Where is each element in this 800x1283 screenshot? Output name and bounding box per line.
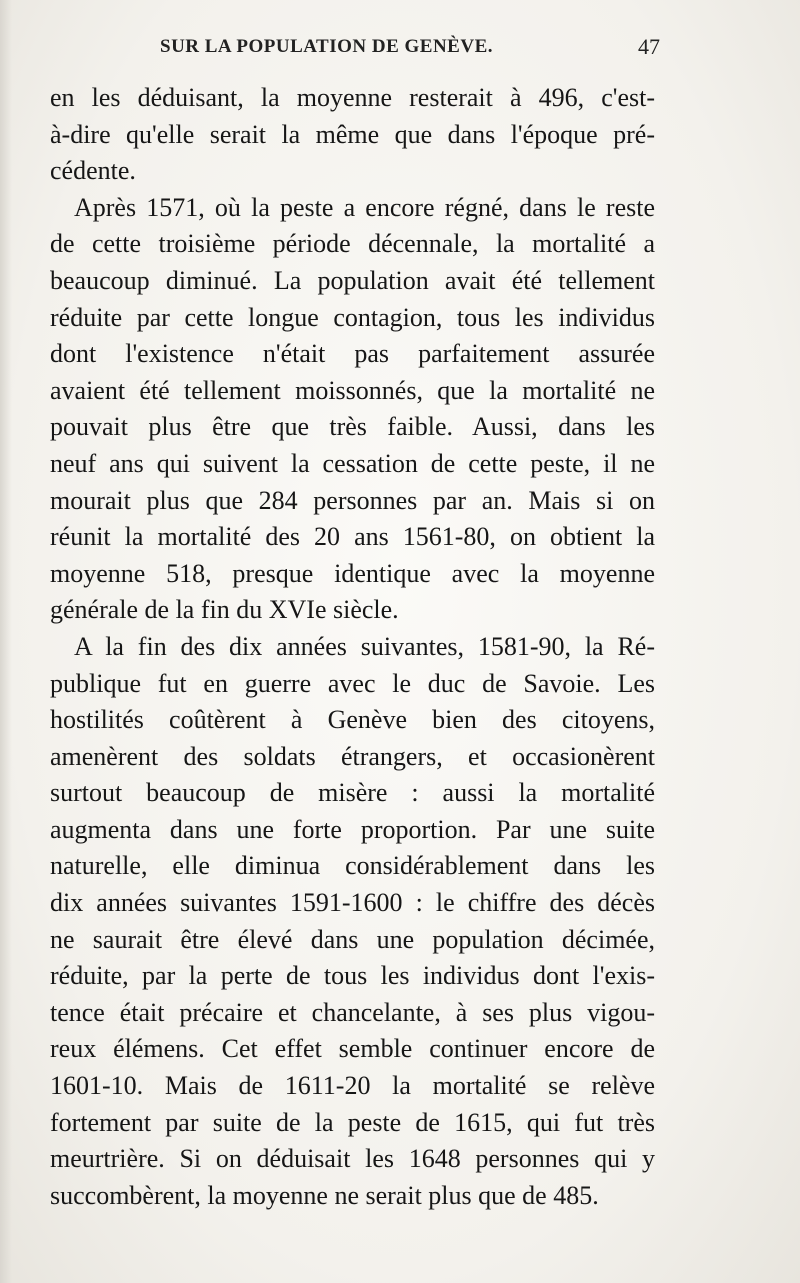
text-line: succombèrent, la moyenne ne serait plus que de 485. [50,1180,599,1210]
text-line: de cette troisième période décennale, la mortalité a [50,229,655,259]
text-line: moyenne 518, presque identique avec la moyenne [50,558,655,588]
text-line: surtout beaucoup de misère : aussi la mortalité [50,778,655,808]
text-line: Après 1571, où la peste a encore régné, dans le reste [74,192,655,222]
text-line: A la fin des dix années suivantes, 1581-90, la Ré- [74,631,655,661]
paragraph-1 [50,80,655,190]
text-line: réduite par cette longue contagion, tous les individus [50,302,655,332]
text-line: reux élémens. Cet effet semble continuer encore de [50,1034,655,1064]
text-line: fortement par suite de la peste de 1615, qui fut très [50,1107,655,1137]
text-line: publique fut en guerre avec le duc de Savoie. Les [50,668,655,698]
text-line: pouvait plus être que très faible. Aussi, dans les [50,412,655,442]
text-line: tence était précaire et chancelante, à ses plus vigou- [50,997,655,1027]
running-title: SUR LA POPULATION DE GENÈVE. [160,36,494,57]
text-line: à-dire qu'elle serait la même que dans l'époque pré- [50,119,655,149]
text-line: en les déduisant, la moyenne resterait à 496, c'est- [50,83,655,112]
text-line: dix années suivantes 1591-1600 : le chiffre des décès [50,888,655,918]
page-number: 47 [638,34,660,59]
text-line: neuf ans qui suivent la cessation de cette peste, il ne [50,448,655,478]
text-line: avaient été tellement moissonnés, que la mortalité ne [50,375,655,405]
text-line: amenèrent des soldats étrangers, et occasionèrent [50,741,655,771]
page-header [160,36,660,72]
text-line: beaucoup diminué. La population avait été tellement [50,265,655,295]
text-line: dont l'existence n'était pas parfaitement assurée [50,339,655,369]
text-line: réunit la mortalité des 20 ans 1561-80, on obtient la [50,522,655,552]
paragraph-2 [50,190,655,629]
text-line: meurtrière. Si on déduisait les 1648 personnes qui y [50,1144,655,1174]
text-line: naturelle, elle diminua considérablement dans les [50,851,655,881]
page-fold-shadow [0,0,12,1283]
text-line: réduite, par la perte de tous les individus dont l'exis- [50,961,655,991]
text-line: générale de la fin du XVIe siècle. [50,595,399,625]
body-text [50,80,655,1214]
text-line: 1601-10. Mais de 1611-20 la mortalité se relève [50,1071,655,1101]
paragraph-3 [50,629,655,1215]
text-line: ne saurait être élevé dans une population décimée, [50,924,655,954]
text-line: cédente. [50,156,136,186]
text-line: hostilités coûtèrent à Genève bien des citoyens, [50,705,655,735]
text-line: augmenta dans une forte proportion. Par une suite [50,814,655,844]
text-line: mourait plus que 284 personnes par an. Mais si on [50,485,655,515]
